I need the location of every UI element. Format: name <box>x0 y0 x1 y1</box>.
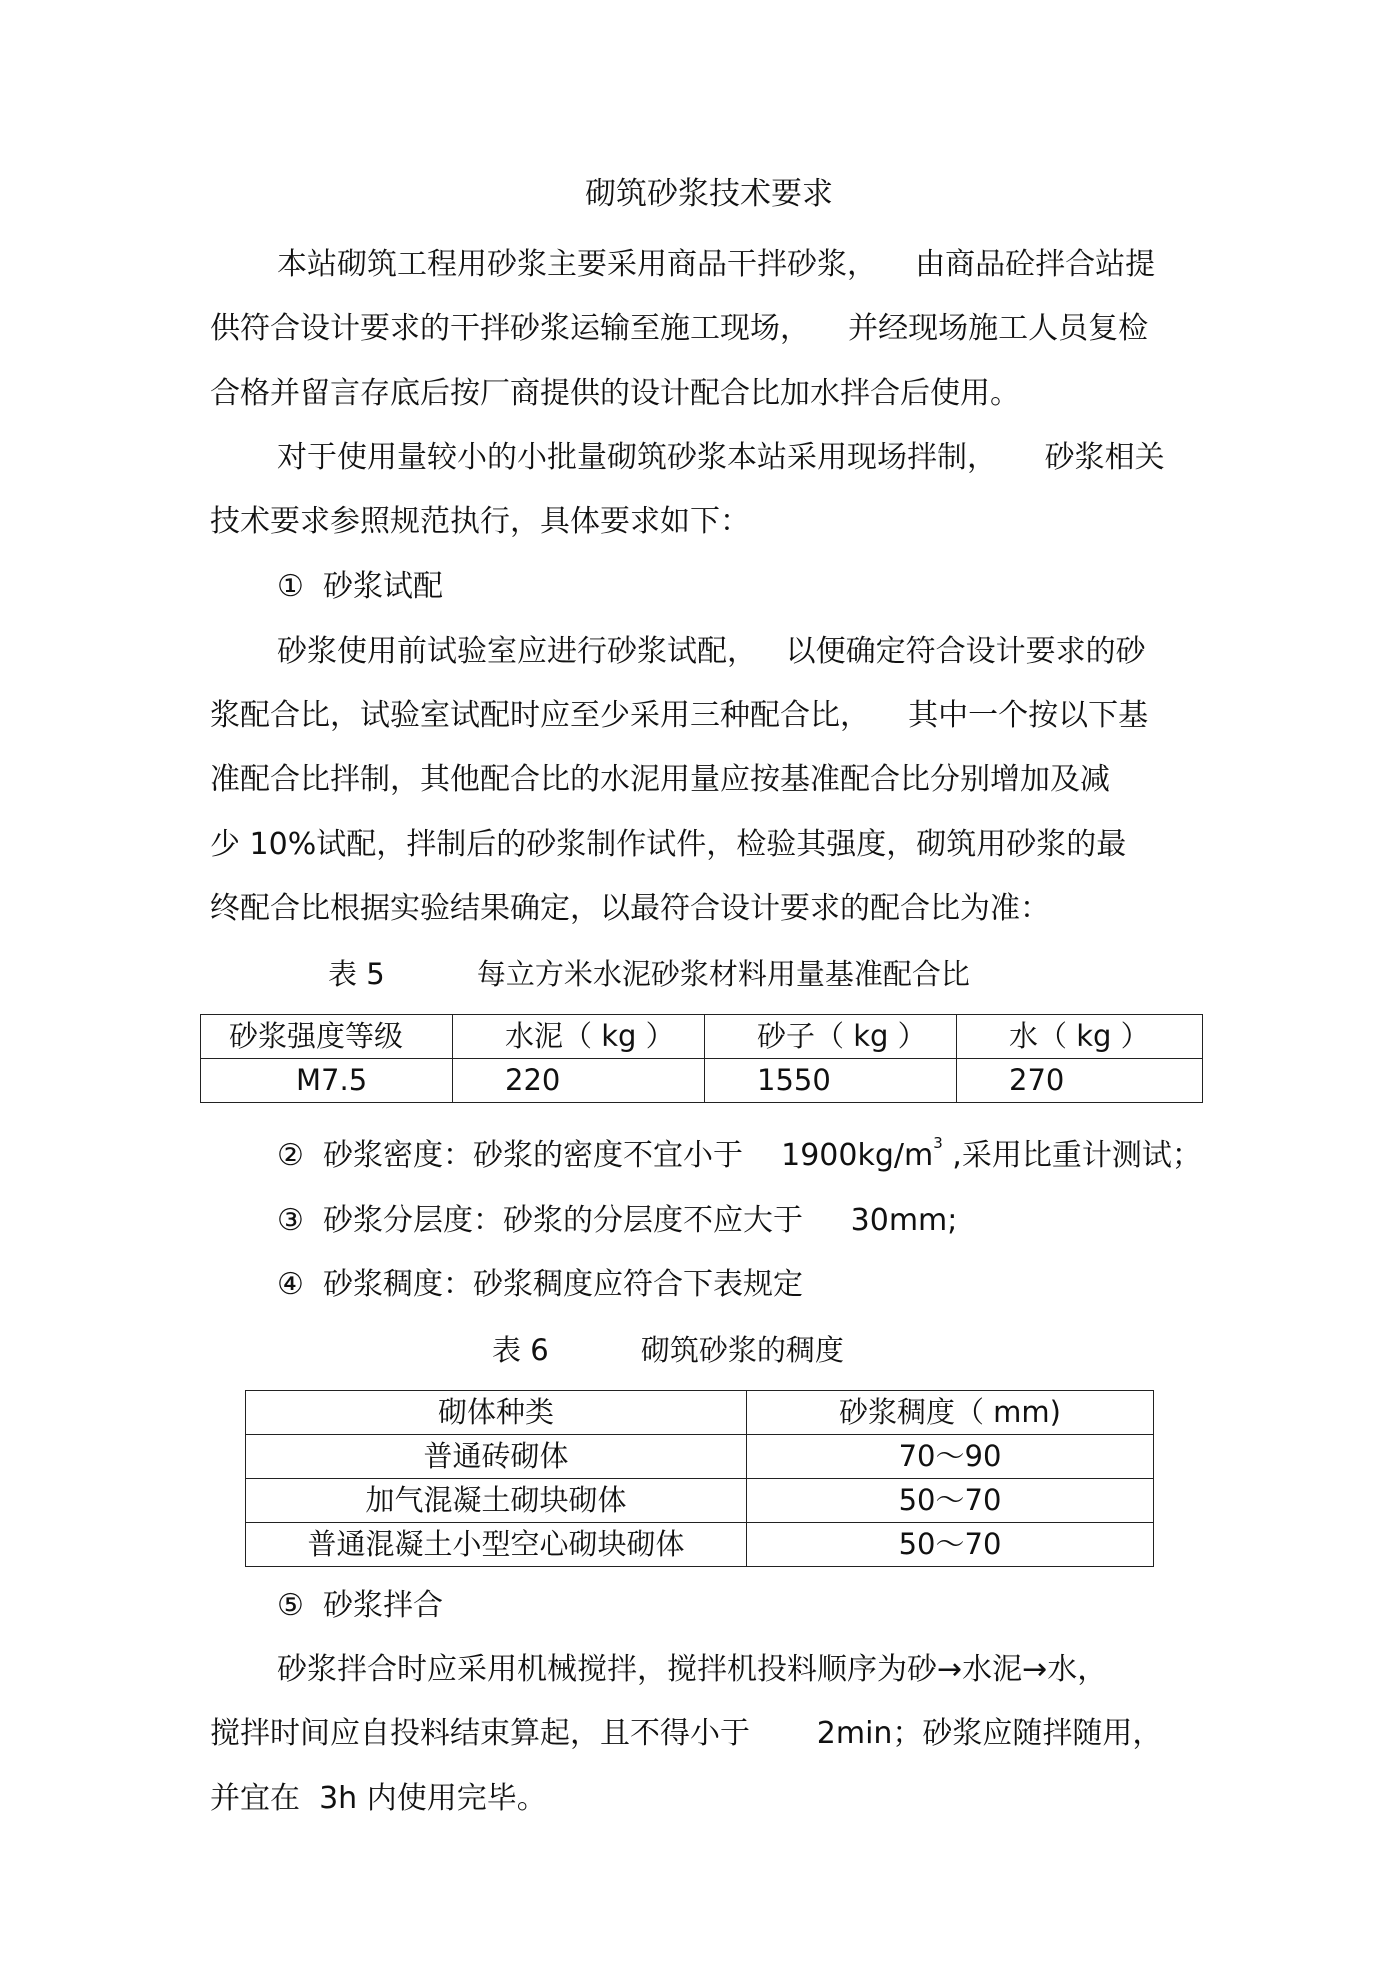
table5 <box>200 1014 1203 1103</box>
paragraph-line: 终配合比根据实验结果确定，以最符合设计要求的配合比为准： <box>210 891 1050 926</box>
document-title: 砌筑砂浆技术要求 <box>585 176 833 212</box>
paragraph-line: 砂浆拌合时应采用机械搅拌，搅拌机投料顺序为砂→水泥→水， <box>277 1652 1108 1687</box>
table-header-cell: 砂子（ kg ） <box>705 1015 957 1059</box>
table-cell: 70～90 <box>747 1435 1154 1479</box>
section-heading: ① 砂浆试配 <box>277 569 443 604</box>
table-header-row <box>246 1391 1154 1435</box>
density-superscript: 3 <box>933 1134 943 1152</box>
paragraph-line: 本站砌筑工程用砂浆主要采用商品干拌砂浆， 由商品砼拌合站提 <box>277 247 1156 282</box>
density-item <box>277 1136 1202 1176</box>
section-heading: ⑤ 砂浆拌合 <box>277 1588 443 1623</box>
table-header-cell: 砌体种类 <box>246 1391 747 1435</box>
paragraph-line: 对于使用量较小的小批量砌筑砂浆本站采用现场拌制， 砂浆相关 <box>277 440 1165 475</box>
paragraph-line: 供符合设计要求的干拌砂浆运输至施工现场， 并经现场施工人员复检 <box>210 311 1149 346</box>
table6-caption: 表 6 砌筑砂浆的稠度 <box>492 1333 844 1367</box>
table-cell: 220 <box>453 1059 705 1103</box>
table-cell: M7.5 <box>201 1059 453 1103</box>
paragraph-line: 少 10%试配，拌制后的砂浆制作试件，检验其强度，砌筑用砂浆的最 <box>210 827 1127 862</box>
consistency-item: ④ 砂浆稠度：砂浆稠度应符合下表规定 <box>277 1267 803 1302</box>
stratification-item: ③ 砂浆分层度：砂浆的分层度不应大于 30mm; <box>277 1203 958 1238</box>
table-cell: 50～70 <box>747 1523 1154 1567</box>
table6 <box>245 1390 1154 1567</box>
paragraph-line: 砂浆使用前试验室应进行砂浆试配， 以便确定符合设计要求的砂 <box>277 634 1146 669</box>
paragraph-line: 搅拌时间应自投料结束算起，且不得小于 2min；砂浆应随拌随用， <box>210 1716 1163 1751</box>
table-cell: 50～70 <box>747 1479 1154 1523</box>
paragraph-line: 准配合比拌制，其他配合比的水泥用量应按基准配合比分别增加及减 <box>210 762 1110 797</box>
table-header-row <box>201 1015 1203 1059</box>
paragraph-line: 合格并留言存底后按厂商提供的设计配合比加水拌合后使用。 <box>210 376 1020 411</box>
table-cell: 加气混凝土砌块砌体 <box>246 1479 747 1523</box>
table-row <box>246 1523 1154 1567</box>
table-row <box>246 1435 1154 1479</box>
density-text: ② 砂浆密度：砂浆的密度不宜小于 1900kg/m <box>277 1138 934 1173</box>
table-cell: 普通混凝土小型空心砌块砌体 <box>246 1523 747 1567</box>
table-cell: 普通砖砌体 <box>246 1435 747 1479</box>
table-header-cell: 砂浆强度等级 <box>201 1015 453 1059</box>
table-cell: 1550 <box>705 1059 957 1103</box>
paragraph-line: 技术要求参照规范执行，具体要求如下： <box>210 504 750 539</box>
table-row <box>201 1059 1203 1103</box>
table-row <box>246 1479 1154 1523</box>
density-tail: ,采用比重计测试； <box>942 1138 1202 1173</box>
table-header-cell: 砂浆稠度（ mm) <box>747 1391 1154 1435</box>
paragraph-line: 浆配合比，试验室试配时应至少采用三种配合比， 其中一个按以下基 <box>210 698 1149 733</box>
table-header-cell: 水泥（ kg ） <box>453 1015 705 1059</box>
paragraph-line: 并宜在 3h 内使用完毕。 <box>210 1781 547 1816</box>
table-header-cell: 水（ kg ） <box>957 1015 1203 1059</box>
table-cell: 270 <box>957 1059 1203 1103</box>
table5-caption: 表 5 每立方米水泥砂浆材料用量基准配合比 <box>328 957 970 991</box>
